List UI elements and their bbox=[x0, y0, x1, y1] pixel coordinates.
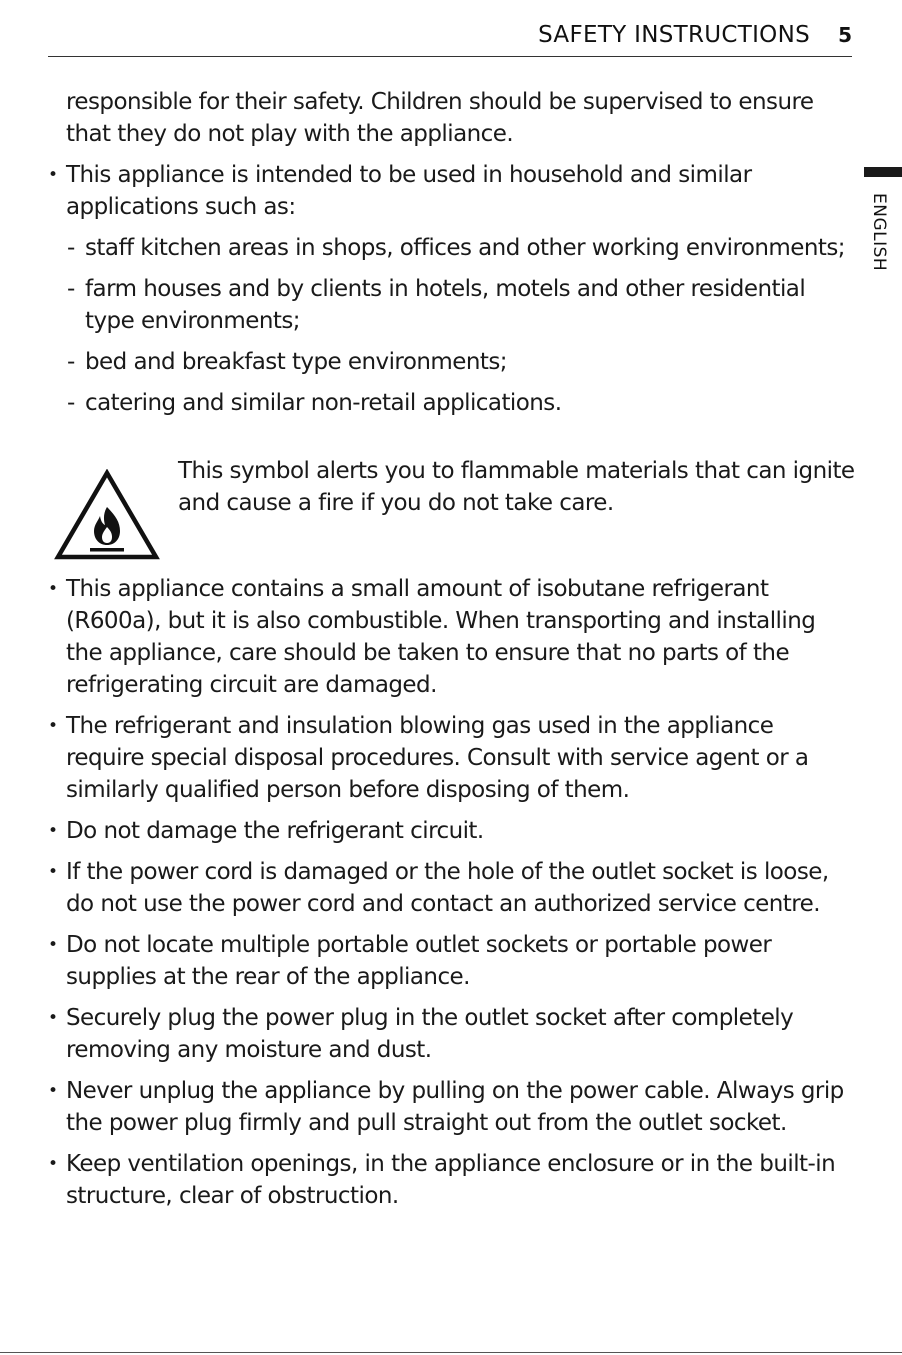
bullet-outlet-sockets: • Do not locate multiple portable outlet sockets or portable power supplies at the rear of the appliance. bbox=[48, 929, 854, 993]
section-title: SAFETY INSTRUCTIONS bbox=[538, 22, 810, 48]
flammable-warning bbox=[48, 455, 854, 573]
bullet-isobutane: • This appliance contains a small amount of isobutane refrigerant (R600a), but it is also combustible. When transporting and installing the appliance, care should be taken to ensure that no parts of the refrigerating circuit are damaged. bbox=[48, 573, 854, 701]
page-number: 5 bbox=[838, 23, 852, 47]
footer-rule bbox=[0, 1352, 902, 1353]
page-content bbox=[48, 86, 854, 1212]
bullet-refrigerant-circuit: • Do not damage the refrigerant circuit. bbox=[48, 815, 854, 847]
language-tab-marker bbox=[864, 167, 902, 177]
bullet-plug-securely: • Securely plug the power plug in the outlet socket after completely removing any moisture and dust. bbox=[48, 1002, 854, 1066]
sub-item-catering: - catering and similar non-retail applications. bbox=[48, 387, 854, 419]
flammable-warning-icon bbox=[54, 469, 160, 561]
sub-item-farm-houses: - farm houses and by clients in hotels, motels and other residential type environments; bbox=[48, 273, 854, 337]
sub-item-bed-breakfast: - bed and breakfast type environments; bbox=[48, 346, 854, 378]
bullet-intended-use: • This appliance is intended to be used in household and similar applications such as: bbox=[48, 159, 854, 223]
bullet-ventilation: • Keep ventilation openings, in the appliance enclosure or in the built-in structure, clear of obstruction. bbox=[48, 1148, 854, 1212]
intro-paragraph: responsible for their safety. Children should be supervised to ensure that they do not play with the appliance. bbox=[66, 89, 814, 147]
language-tab-label: ENGLISH bbox=[869, 193, 889, 272]
sub-item-staff-kitchen: - staff kitchen areas in shops, offices and other working environments; bbox=[48, 232, 854, 264]
bullet-power-cord: • If the power cord is damaged or the hole of the outlet socket is loose, do not use the power cord and contact an authorized service centre. bbox=[48, 856, 854, 920]
page-header bbox=[48, 20, 852, 57]
warning-text: This symbol alerts you to flammable materials that can ignite and cause a fire if you do not take care. bbox=[178, 458, 855, 516]
bullet-disposal: • The refrigerant and insulation blowing gas used in the appliance require special disposal procedures. Consult with service agent or a similarly qualified person before disposing of them. bbox=[48, 710, 854, 806]
bullet-unplug: • Never unplug the appliance by pulling on the power cable. Always grip the power plug firmly and pull straight out from the outlet socket. bbox=[48, 1075, 854, 1139]
